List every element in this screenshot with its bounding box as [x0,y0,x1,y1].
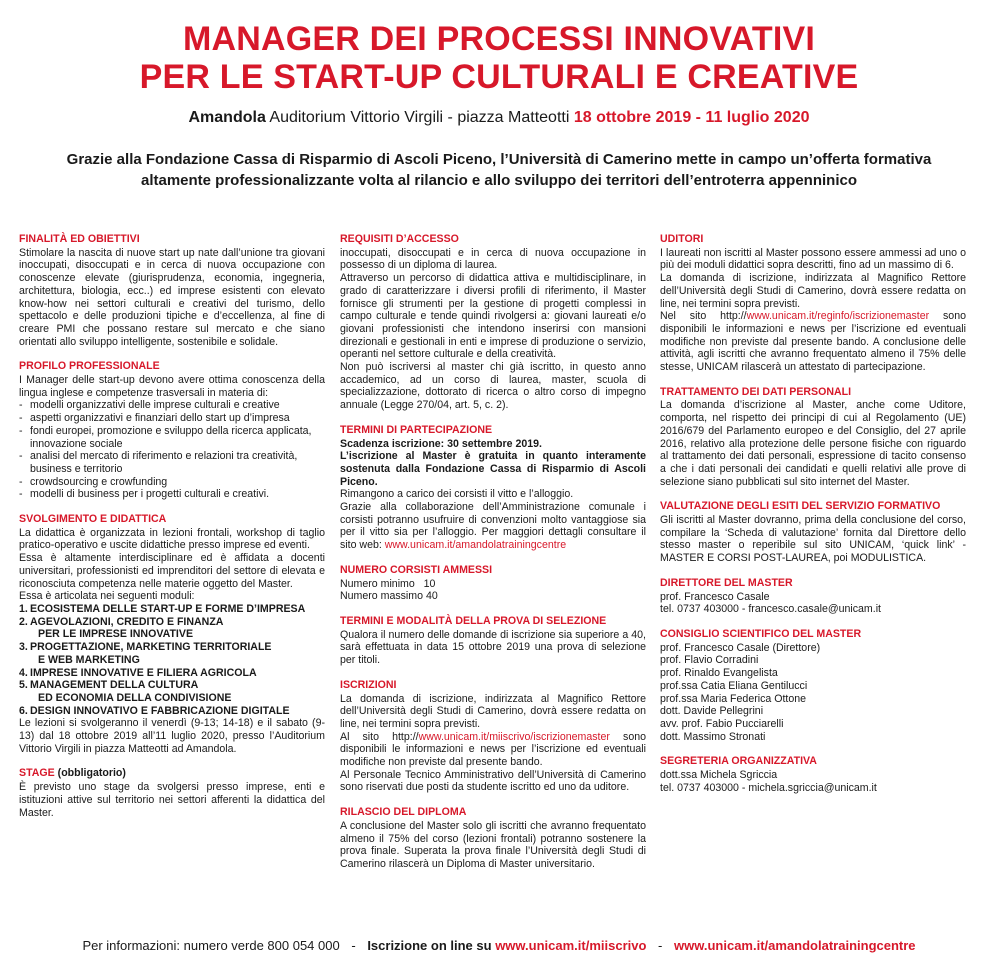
footer-separator: - [351,938,356,953]
intro-line-2: altamente professionalizzante volta al rilancio e allo sviluppo dei territori dell’entroterra appenninico [140,172,857,189]
section-svolgimento [19,513,325,755]
list-item: - aspetti organizzativi e finanziari dello start up d’impresa [19,412,325,425]
section-text: Non può iscriversi al master chi già iscritto, in questo anno accademico, ad un corso di laurea, master, scuola di specializzazione, dottorato di ricerca o altro corso di impegno annuale (Legge 270/04, art. 5, c. 2). [340,361,646,412]
member: prof. Flavio Corradini [660,654,759,667]
modules-list [19,603,325,717]
section-title: FINALITÀ ED OBIETTIVI [19,233,140,245]
section-iscrizioni [340,679,646,794]
venue-line [0,108,998,128]
footer [0,937,998,955]
section-text: Essa è articolata nei seguenti moduli: [19,590,195,603]
section-text: Gli iscritti al Master dovranno, prima della conclusione del corso, compilare la ‘Scheda di valutazione’ fornita dal Direttore dello stesso master o reperibile sul sito UNICAM, ‘quick link’ - MASTER E CORSI POST-LAUREA, poi MODULISTICA. [660,514,966,565]
secretary-name: dott.ssa Michela Sgriccia [660,769,778,782]
section-title: SVOLGIMENTO E DIDATTICA [19,513,167,526]
footer-online: Iscrizione on line su [367,938,492,953]
column-middle [340,233,646,883]
section-valutazione [660,500,966,565]
section-profilo [19,360,325,501]
venue: Auditorium Vittorio Virgili - piazza Matteotti [265,109,574,126]
section-text: È previsto uno stage da svolgersi presso imprese, enti e istituzioni attive sul territorio nei settori afferenti la didattica del Master. [19,781,325,819]
section-text: Grazie alla collaborazione dell’Amministrazione comunale i corsisti potranno usufruire di convenzioni molto vantaggiose sia per il vitto sia per l’alloggio. Per maggiori dettagli consultare il sito web: www.unicam.it/amandolatrainingcentre [340,501,646,552]
section-text: Al sito http://www.unicam.it/miiscrivo/iscrizionemaster sono disponibili le informazioni e news per l’iscrizione ed eventuali modifiche non previste dal presente bando. [340,730,646,769]
member: dott. Massimo Stronati [660,730,766,743]
section-title: DIRETTORE DEL MASTER [660,576,793,589]
member: prof.ssa Catia Eliana Gentilucci [660,679,808,692]
deadline: Scadenza iscrizione: 30 settembre 2019. [340,437,542,450]
module-item: 4. IMPRESE INNOVATIVE E FILIERA AGRICOLA [19,666,257,679]
skills-list [19,399,325,501]
section-uditori [660,233,966,374]
module-item: 2. AGEVOLAZIONI, CREDITO E FINANZA PER LE IMPRESE INNOVATIVE [19,615,224,641]
place: Amandola [188,109,266,126]
free-note: L’iscrizione al Master è gratuita in quanto interamente sostenuta dalla Fondazione Cassa di Risparmio di Ascoli Piceno. [340,450,646,488]
footer-info: Per informazioni: numero verde 800 054 000 [82,938,340,953]
section-text: Attraverso un percorso di didattica attiva e multidisciplinare, in grado di caratterizzare i diversi profili di riferimento, il Master fornisce gli strumenti per la gestione di progetti complessi in campo culturale e tende quindi rivolgersi a: giovani laureati e/o giovani professionisti che intendono inserirsi con mansioni direzionali e gestionali in enti e imprese di produzione o servizio, operanti nel settore culturale e della creatività. [340,272,646,361]
module-item: 5. MANAGEMENT DELLA CULTURA ED ECONOMIA DELLA CONDIVISIONE [19,679,232,704]
min-count: Numero minimo 10 [340,577,436,590]
section-title: STAGE (obbligatorio) [19,767,126,780]
module-item: 6. DESIGN INNOVATIVO E FABBRICAZIONE DIGITALE [19,704,290,717]
section-finalita [19,233,325,348]
member: prof. Francesco Casale (Direttore) [660,641,821,654]
max-count: Numero massimo 40 [340,590,438,603]
list-item: - modelli organizzativi delle imprese culturali e creative [19,399,325,412]
column-right [660,233,966,806]
section-title: TRATTAMENTO DEI DATI PERSONALI [660,385,852,398]
section-title: SEGRETERIA ORGANIZZATIVA [660,755,817,768]
intro [30,149,968,191]
section-title: CONSIGLIO SCIENTIFICO DEL MASTER [660,627,862,640]
section-text: I laureati non iscritti al Master possono essere ammessi ad uno o più dei moduli didattici sopra descritti, fino ad un massimo di 6. [660,246,966,272]
title-line-1: MANAGER DEI PROCESSI INNOVATIVI [182,20,816,58]
dates: 18 ottobre 2019 - 11 luglio 2020 [573,109,810,126]
column-left [19,233,325,831]
section-segreteria [660,755,966,794]
section-title: RILASCIO DEL DIPLOMA [340,806,467,819]
footer-link-miiscrivo[interactable]: www.unicam.it/miiscrivo [495,938,647,953]
director-contact: tel. 0737 403000 - francesco.casale@unicam.it [660,603,881,616]
section-title: VALUTAZIONE DEGLI ESITI DEL SERVIZIO FORMATIVO [660,500,941,513]
section-text: Rimangono a carico dei corsisti il vitto e l’alloggio. [340,488,574,501]
title-line-2: PER LE START-UP CULTURALI E CREATIVE [139,58,859,96]
member: dott. Davide Pellegrini [660,705,764,718]
member: prof.ssa Maria Federica Ottone [660,692,807,705]
section-termini [340,424,646,552]
member: prof. Rinaldo Evangelista [660,667,778,680]
section-modalita [340,615,646,667]
list-item: - analisi del mercato di riferimento e relazioni tra creatività, business e territorio [19,450,325,475]
section-text: I Manager delle start-up devono avere ottima conoscenza della lingua inglese e competenze trasversali in materia di: [19,374,325,399]
section-text: La domanda di iscrizione, indirizzata al Magnifico Rettore dell’Università degli Studi di Camerino, dovrà essere redatta on line, nei termini sopra previsti. [660,272,966,310]
list-item: - fondi europei, promozione e sviluppo della ricerca applicata, innovazione sociale [19,425,325,450]
section-title: PROFILO PROFESSIONALE [19,360,160,373]
section-text: La domanda di iscrizione, indirizzata al Magnifico Rettore dell’Università degli Studi di Camerino, dovrà essere redatta on line, nei termini sopra previsti. [340,692,646,730]
footer-separator: - [658,938,663,953]
reginfo-link[interactable]: www.unicam.it/reginfo/iscrizionemaster [746,310,930,323]
list-item: - modelli di business per i progetti culturali e creativi. [19,488,325,501]
section-text: La didattica è organizzata in lezioni frontali, workshop di taglio pratico-operativo e uscite didattiche presso imprese ed eventi. [19,526,325,552]
footer-link-training-centre[interactable]: www.unicam.it/amandolatrainingcentre [674,938,916,953]
section-consiglio [660,628,966,743]
section-title: ISCRIZIONI [340,678,397,691]
director-name: prof. Francesco Casale [660,590,770,603]
section-title: UDITORI [660,233,704,245]
section-text: Essa è altamente interdisciplinare ed è affidata a docenti universitari, professionisti ed imprenditori del settore di elevata e riconosciuta competenza nelle materie oggetto del Master. [19,552,325,590]
section-requisiti [340,233,646,412]
iscrizione-link[interactable]: www.unicam.it/miiscrivo/iscrizionemaster [418,730,610,743]
section-title: TERMINI DI PARTECIPAZIONE [340,423,493,436]
module-item: 1. ECOSISTEMA DELLE START-UP E FORME D’IMPRESA [19,602,306,615]
section-text: Stimolare la nascita di nuove start up nate dall’unione tra giovani inoccupati, disoccupati e in cerca di nuova occupazione con conoscenze elevate (giurisprudenza, economia, ingegneria, architettura, biologia, ecc..) ed imprese esistenti con elevato know-how nei settori culturali e creativi del turismo, dello spettacolo e delle produzioni tipiche e d’eccellenza, al fine di creare PMI che possano restare sul mercato e che siano orientati allo sviluppo intelligente, sostenibile e solidale. [19,246,325,348]
module-item: 3. PROGETTAZIONE, MARKETING TERRITORIALE E WEB MARKETING [19,641,272,666]
document-title [0,20,998,96]
section-text: La domanda d’iscrizione al Master, anche come Uditore, comporta, nel rispetto dei principi di cui al Regolamento (UE) 2016/679 del Parlamento europeo e del Consiglio, del 27 aprile 2016, relativo alla protezione delle persone fisiche con riguardo al trattamento dei dati personali, espressione di tacito consenso a che i dati personali dei candidati e quelli relativi alle prove di selezione siano pubblicati sul sito internet del Master. [660,399,966,488]
section-title: REQUISITI D’ACCESSO [340,233,459,245]
member: avv. prof. Fabio Pucciarelli [660,717,784,730]
secretary-contact: tel. 0737 403000 - michela.sgriccia@unicam.it [660,781,877,794]
section-title: NUMERO CORSISTI AMMESSI [340,563,493,576]
section-text: Nel sito http://www.unicam.it/reginfo/iscrizionemaster sono disponibili le informazioni e news per l’iscrizione ed eventuali modifiche non previste dal presente bando. A conclusione delle attività, agli iscritti che avranno frequentato almeno il 75% delle stesse, UNICAM rilascerà un attestato di partecipazione. [660,310,966,374]
section-text: Al Personale Tecnico Amministrativo dell’Università di Camerino sono riservati due posti da studente iscritto ed uno da uditore. [340,768,646,794]
section-trattamento [660,386,966,489]
section-rilascio [340,806,646,871]
section-direttore [660,577,966,616]
section-text: A conclusione del Master solo gli iscritti che avranno frequentato almeno il 75% del corso (lezioni frontali) potranno sostenere la prova finale. Superata la prova finale l’Università degli Studi di Camerino rilascerà un Diploma di Master universitario. [340,819,646,870]
section-title: TERMINI E MODALITÀ DELLA PROVA DI SELEZIONE [340,614,607,627]
section-text: inoccupati, disoccupati e in cerca di nuova occupazione in possesso di un diploma di laurea. [340,246,646,272]
intro-line-1: Grazie alla Fondazione Cassa di Risparmio di Ascoli Piceno, l’Università di Camerino mette in campo un’offerta formativa [66,151,932,168]
section-text: Qualora il numero delle domande di iscrizione sia superiore a 40, sarà effettuata in data 15 ottobre 2019 una prova di selezione per titoli. [340,628,646,667]
list-item: - crowdsourcing e crowfunding [19,476,325,489]
section-numero [340,564,646,603]
section-text: Le lezioni si svolgeranno il venerdì (9-13; 14-18) e il sabato (9-13) dal 18 ottobre 2019 all’11 luglio 2020, presso l’Auditorium Vittorio Virgili in piazza Matteotti ad Amandola. [19,717,325,755]
training-centre-link[interactable]: www.unicam.it/amandolatrainingcentre [384,539,567,552]
section-stage [19,767,325,819]
